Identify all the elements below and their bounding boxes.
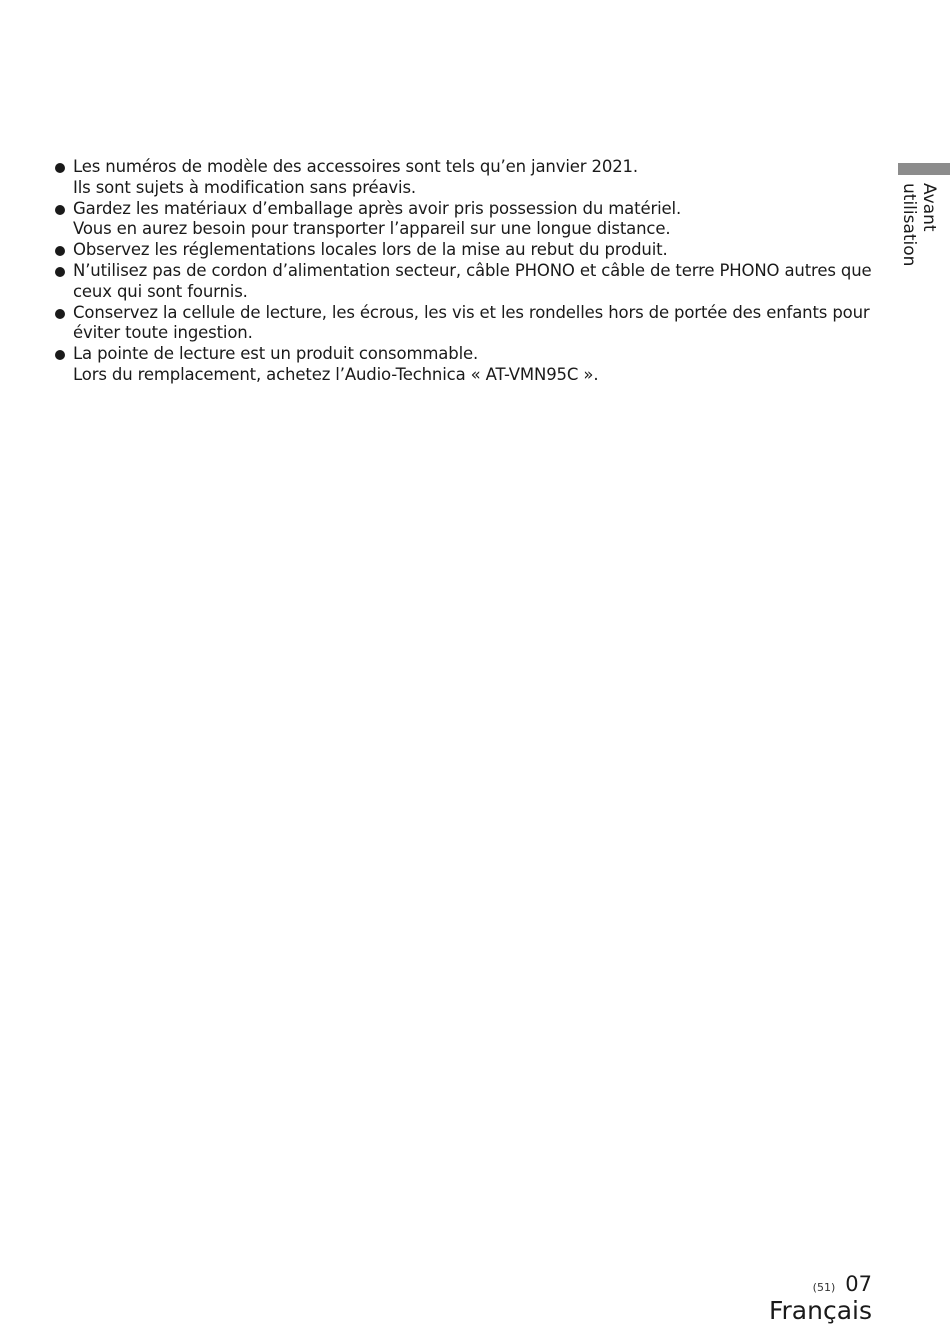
list-item-line: éviter toute ingestion.: [73, 323, 253, 343]
list-item-line: Conservez la cellule de lecture, les écrous, les vis et les rondelles hors de portée des enfants pour: [73, 302, 870, 322]
section-tab-line-2: utilisation: [899, 183, 919, 267]
bullet-icon: [55, 309, 65, 319]
list-item-line: Vous en aurez besoin pour transporter l’appareil sur une longue distance.: [73, 219, 671, 239]
section-tab-line-1: Avant: [919, 183, 939, 232]
list-item: [55, 303, 875, 345]
list-item: [55, 199, 875, 241]
page-number: 07: [845, 1272, 872, 1296]
list-item: [55, 261, 875, 303]
page-number-line: [769, 1272, 872, 1296]
language-label: Français: [768, 1296, 872, 1325]
list-item-line: Ils sont sujets à modification sans préavis.: [73, 177, 417, 197]
section-tab-label: [899, 183, 939, 266]
bullet-icon: [55, 205, 65, 215]
bullet-icon: [55, 350, 65, 360]
bullet-icon: [55, 163, 65, 173]
list-item: [55, 157, 875, 199]
list-item-line: ceux qui sont fournis.: [73, 281, 248, 301]
list-item-line: N’utilisez pas de cordon d’alimentation secteur, câble PHONO et câble de terre PHONO autres que: [73, 260, 872, 280]
page-reference: (51): [812, 1281, 836, 1294]
section-tab-marker: [898, 163, 950, 175]
list-item-line: Gardez les matériaux d’emballage après avoir pris possession du matériel.: [73, 198, 682, 218]
list-item: [55, 344, 875, 386]
list-item-line: Les numéros de modèle des accessoires sont tels qu’en janvier 2021.: [73, 157, 639, 176]
page-footer: [769, 1272, 872, 1326]
list-item-line: Observez les réglementations locales lors de la mise au rebut du produit.: [73, 240, 668, 260]
bullet-icon: [55, 246, 65, 256]
list-item: [55, 240, 875, 261]
list-item-line: La pointe de lecture est un produit consommable.: [73, 344, 479, 364]
bullet-icon: [55, 267, 65, 277]
list-item-line: Lors du remplacement, achetez l’Audio-Technica « AT-VMN95C ».: [73, 364, 599, 384]
notes-list: [55, 157, 875, 386]
